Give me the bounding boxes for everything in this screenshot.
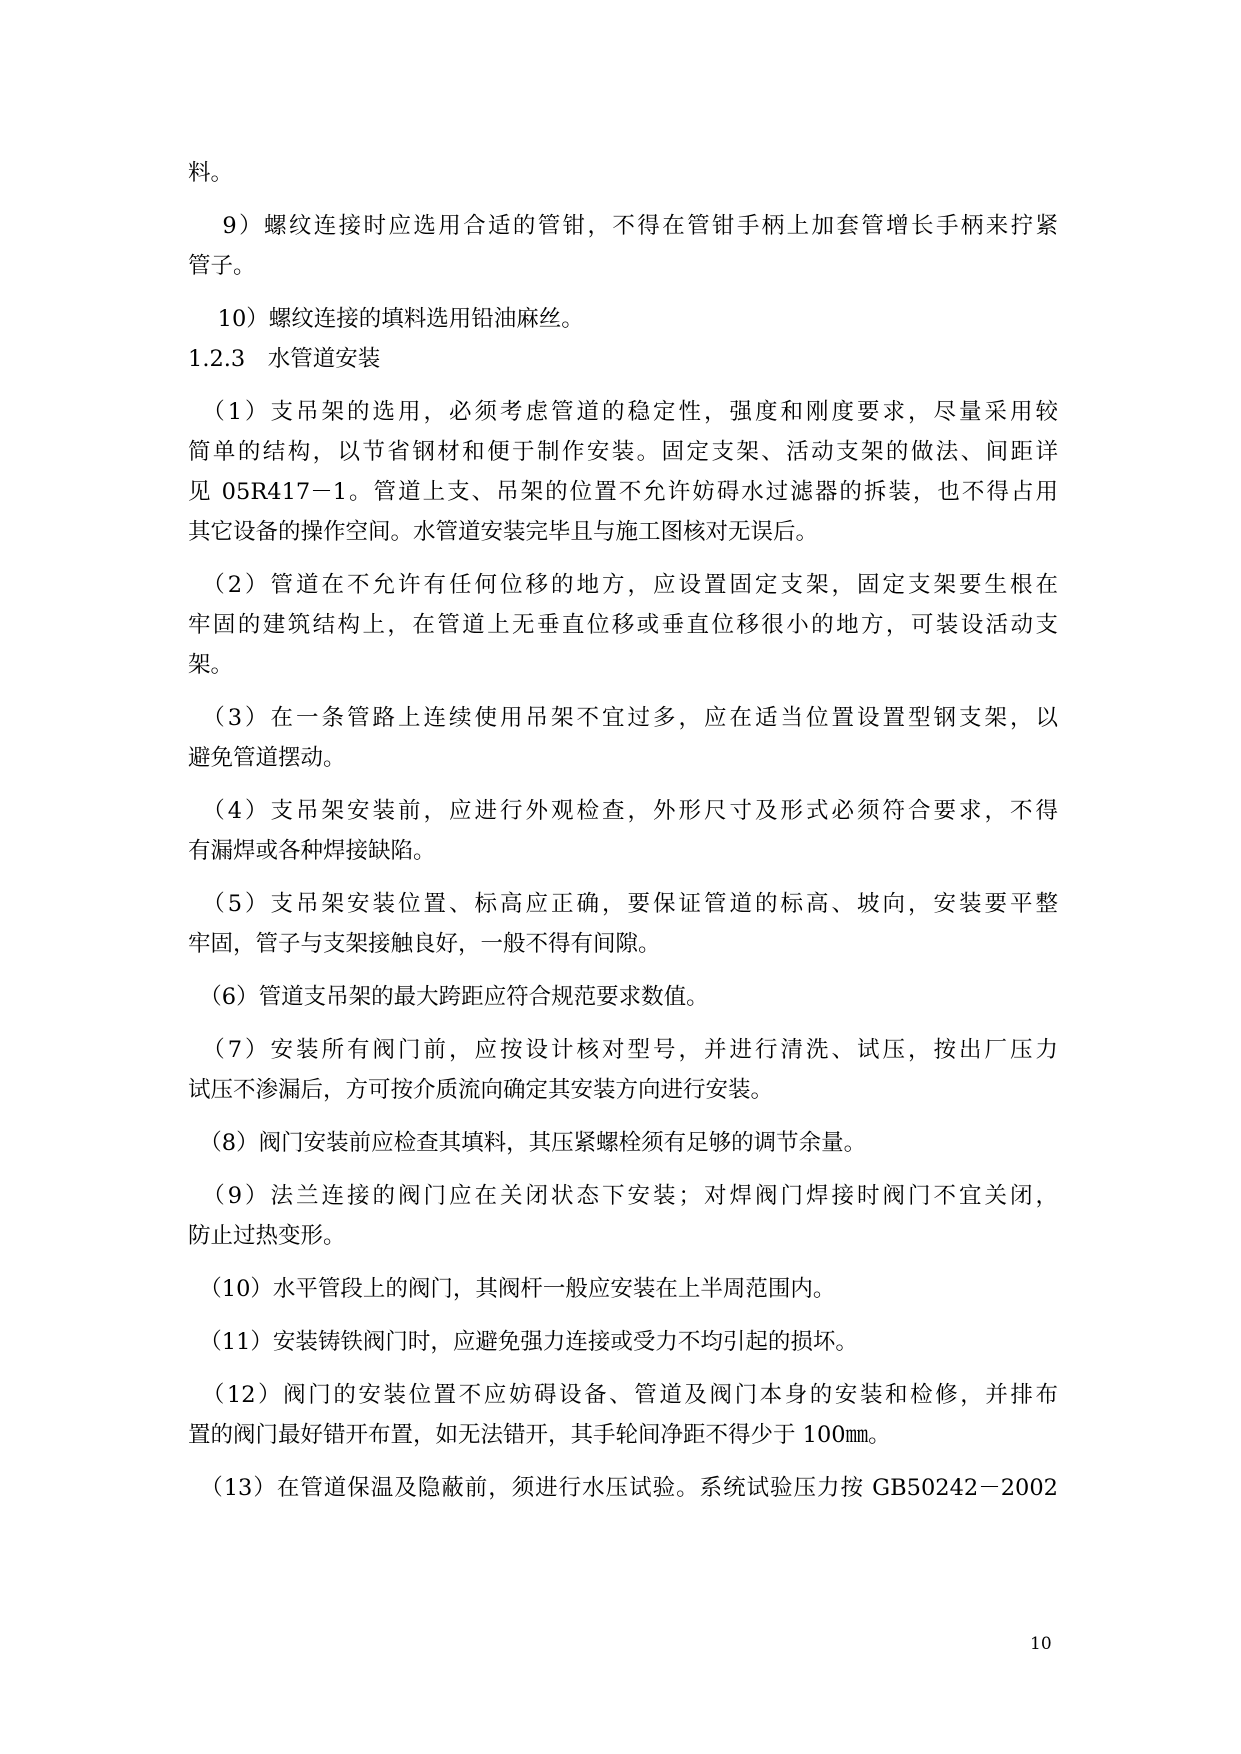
text-line: 防止过热变形。 xyxy=(188,1223,346,1249)
text-line: 有漏焊或各种焊接缺陷。 xyxy=(188,838,436,864)
text-line: 简单的结构，以节省钢材和便于制作安装。固定支架、活动支架的做法、间距详 xyxy=(188,439,1058,465)
text-line: （12）阀门的安装位置不应妨碍设备、管道及阀门本身的安装和检修，并排布 xyxy=(188,1382,1058,1408)
text-line: 置的阀门最好错开布置，如无法错开，其手轮间净距不得少于 100㎜。 xyxy=(188,1422,891,1448)
text-line: 9）螺纹连接时应选用合适的管钳，不得在管钳手柄上加套管增长手柄来拧紧 xyxy=(188,213,1058,239)
text-line: 避免管道摆动。 xyxy=(188,745,346,771)
text-line: 见 05R417－1。管道上支、吊架的位置不允许妨碍水过滤器的拆装，也不得占用 xyxy=(188,479,1058,505)
page-number: 10 xyxy=(1030,1634,1052,1654)
body-text xyxy=(188,153,1058,1508)
text-line: 其它设备的操作空间。水管道安装完毕且与施工图核对无误后。 xyxy=(188,519,819,545)
text-line: 试压不渗漏后，方可按介质流向确定其安装方向进行安装。 xyxy=(188,1077,774,1103)
text-line: （5）支吊架安装位置、标高应正确，要保证管道的标高、坡向，安装要平整 xyxy=(188,891,1058,917)
text-line: 架。 xyxy=(188,652,234,678)
text-line: （6）管道支吊架的最大跨距应符合规范要求数值。 xyxy=(188,984,709,1010)
text-line: （8）阀门安装前应检查其填料，其压紧螺栓须有足够的调节余量。 xyxy=(188,1130,867,1156)
text-line: （10）水平管段上的阀门，其阀杆一般应安装在上半周范围内。 xyxy=(188,1276,836,1302)
text-line: （9）法兰连接的阀门应在关闭状态下安装；对焊阀门焊接时阀门不宜关闭， xyxy=(188,1183,1058,1209)
text-line: 牢固，管子与支架接触良好，一般不得有间隙。 xyxy=(188,931,661,957)
text-line: （4）支吊架安装前，应进行外观检查，外形尺寸及形式必须符合要求，不得 xyxy=(188,798,1058,824)
text-line: 牢固的建筑结构上，在管道上无垂直位移或垂直位移很小的地方，可装设活动支 xyxy=(188,612,1058,638)
text-line: （13）在管道保温及隐蔽前，须进行水压试验。系统试验压力按 GB50242－2002 xyxy=(188,1475,1058,1501)
section-heading: 1.2.3 水管道安装 xyxy=(188,346,381,372)
text-line: （3）在一条管路上连续使用吊架不宜过多，应在适当位置设置型钢支架，以 xyxy=(188,705,1058,731)
text-line: （1）支吊架的选用，必须考虑管道的稳定性，强度和刚度要求，尽量采用较 xyxy=(188,399,1058,425)
text-line: 10）螺纹连接的填料选用铅油麻丝。 xyxy=(188,306,584,332)
text-line: （11）安装铸铁阀门时，应避免强力连接或受力不均引起的损坏。 xyxy=(188,1329,858,1355)
text-line: 料。 xyxy=(188,160,234,186)
text-line: 管子。 xyxy=(188,253,256,279)
text-line: （2）管道在不允许有任何位移的地方，应设置固定支架，固定支架要生根在 xyxy=(188,572,1058,598)
text-line: （7）安装所有阀门前，应按设计核对型号，并进行清洗、试压，按出厂压力 xyxy=(188,1037,1058,1063)
